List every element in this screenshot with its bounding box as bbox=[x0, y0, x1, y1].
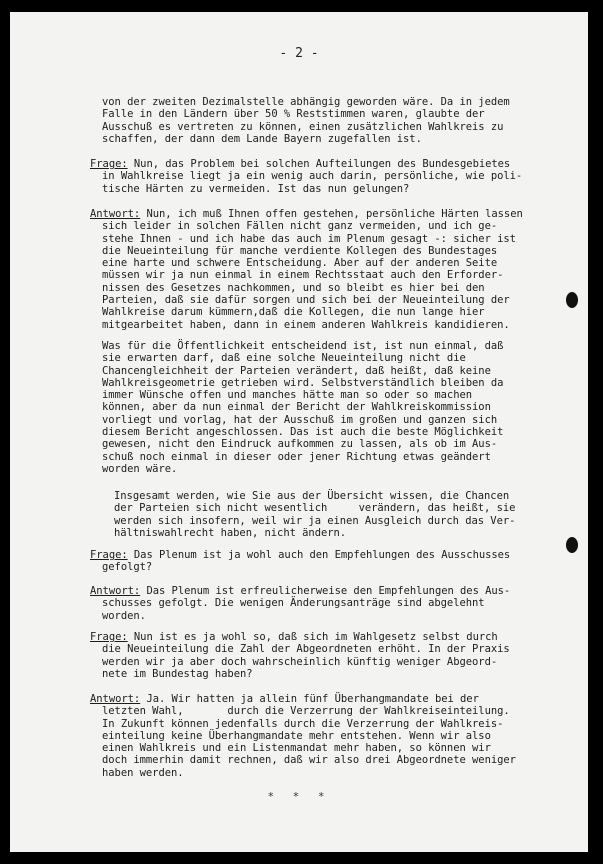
text-line bbox=[102, 96, 577, 108]
line-text: stehe Ihnen - und ich habe das auch im Plenum gesagt -: sicher ist bbox=[102, 232, 516, 245]
text-line bbox=[102, 401, 577, 413]
paragraph-block bbox=[102, 340, 577, 475]
line-text: müssen wir ja nun einmal in einem Rechtsstaat auch den Erforder- bbox=[102, 269, 504, 282]
text-line bbox=[102, 340, 577, 352]
text-line bbox=[102, 730, 577, 742]
speaker-label: Frage: bbox=[90, 158, 128, 170]
answer-block bbox=[90, 585, 577, 622]
line-text: die Neueinteilung die Zahl der Abgeordneten erhöht. In der Praxis bbox=[102, 643, 510, 656]
line-text: nissen des Gesetzes nachkommen, und so bleibt es hier bei den bbox=[102, 281, 485, 294]
text-line bbox=[102, 438, 577, 450]
document-page bbox=[10, 12, 588, 852]
line-text: nete im Bundestag haben? bbox=[102, 667, 253, 680]
speaker-label: Frage: bbox=[90, 631, 128, 643]
line-text: doch immerhin damit rechnen, daß wir also drei Abgeordnete weniger bbox=[102, 754, 516, 767]
paragraph-block bbox=[114, 490, 588, 539]
line-text: Was für die Öffentlichkeit entscheidend ist, ist nun einmal, daß bbox=[102, 340, 504, 352]
line-text: Nun ist es ja wohl so, daß sich im Wahlgesetz selbst durch bbox=[127, 631, 498, 643]
line-text: mitgearbeitet haben, dann in einem anderen Wahlkreis kandidieren. bbox=[102, 318, 510, 331]
text-line bbox=[114, 527, 588, 539]
line-text: immer Wünsche offen und manches hätte man so oder so machen bbox=[102, 389, 473, 402]
text-line bbox=[102, 170, 577, 182]
line-text: schaffen, der dann dem Lande Bayern zugefallen ist. bbox=[102, 132, 422, 145]
text-line bbox=[114, 502, 588, 514]
text-line bbox=[114, 490, 588, 502]
line-text: sie erwarten darf, daß eine solche Neueinteilung nicht die bbox=[102, 352, 466, 365]
text-line bbox=[102, 294, 577, 306]
text-line bbox=[102, 426, 577, 438]
line-text: Nun, ich muß Ihnen offen gestehen, persönliche Härten lassen bbox=[140, 208, 523, 220]
text-line bbox=[90, 693, 577, 705]
line-text: hältniswahlrecht haben, nicht ändern. bbox=[114, 526, 347, 539]
line-text: einteilung keine Überhangmandate mehr entstehen. Wenn wir also bbox=[102, 729, 491, 742]
text-line bbox=[90, 631, 577, 643]
line-text: können, aber da nun einmal der Bericht der Wahlkreiskommission bbox=[102, 401, 491, 414]
text-line bbox=[102, 269, 577, 281]
line-text: Insgesamt werden, wie Sie aus der Übersicht wissen, die Chancen bbox=[114, 490, 510, 502]
question-block bbox=[90, 158, 577, 195]
text-line bbox=[90, 208, 577, 220]
text-line bbox=[102, 705, 577, 717]
line-text: Das Plenum ist erfreulicherweise den Empfehlungen des Aus- bbox=[140, 585, 511, 597]
text-line bbox=[102, 121, 577, 133]
line-text: gefolgt? bbox=[102, 561, 153, 574]
text-line bbox=[102, 282, 577, 294]
text-line bbox=[102, 451, 577, 463]
text-line bbox=[102, 183, 577, 195]
text-line bbox=[102, 389, 577, 401]
text-line bbox=[102, 754, 577, 766]
line-text: Das Plenum ist ja wohl auch den Empfehlungen des Ausschusses bbox=[127, 549, 511, 561]
text-line bbox=[102, 767, 577, 779]
line-text: haben werden. bbox=[102, 766, 184, 779]
text-line bbox=[102, 610, 577, 622]
text-line bbox=[102, 365, 577, 377]
text-line bbox=[102, 220, 577, 232]
text-line bbox=[90, 158, 577, 170]
text-line bbox=[114, 515, 588, 527]
question-block bbox=[90, 631, 577, 680]
ink-blot bbox=[566, 537, 578, 553]
text-line bbox=[90, 549, 577, 561]
text-line bbox=[102, 742, 577, 754]
speaker-label: Antwort: bbox=[90, 585, 141, 597]
text-line bbox=[102, 245, 577, 257]
line-text: gewesen, nicht den Eindruck aufkommen zu lassen, als ob im Aus- bbox=[102, 438, 498, 451]
answer-block bbox=[90, 693, 577, 779]
line-text: Ausschuß es vertreten zu können, einen zusätzlichen Wahlkreis zu bbox=[102, 120, 504, 133]
ink-blot bbox=[566, 292, 578, 308]
line-text: vorliegt und vorlag, hat der Ausschuß im großen und ganzen sich bbox=[102, 413, 498, 426]
answer-block bbox=[90, 208, 577, 331]
speaker-label: Antwort: bbox=[90, 208, 141, 220]
line-text: schuß noch einmal in dieser oder jener Richtung etwas geändert bbox=[102, 450, 491, 463]
line-text: eine harte und schwere Entscheidung. Aber auf der anderen Seite bbox=[102, 257, 498, 270]
text-line bbox=[102, 257, 577, 269]
paragraph-block bbox=[102, 96, 577, 145]
text-line bbox=[102, 668, 577, 680]
text-line bbox=[90, 585, 577, 597]
text-line bbox=[102, 306, 577, 318]
line-text: tische Härten zu vermeiden. Ist das nun gelungen? bbox=[102, 182, 410, 195]
line-text: worden. bbox=[102, 609, 146, 622]
line-text: werden sich insofern, weil wir ja einen Ausgleich durch das Ver- bbox=[114, 514, 516, 527]
text-line bbox=[102, 352, 577, 364]
text-line bbox=[102, 561, 577, 573]
text-line bbox=[102, 643, 577, 655]
line-text: Chancengleichheit der Parteien verändert, daß heißt, daß keine bbox=[102, 364, 491, 377]
line-text: werden wir ja aber doch wahrscheinlich künftig weniger Abgeord- bbox=[102, 655, 498, 668]
text-line bbox=[102, 656, 577, 668]
line-text: letzten Wahl, durch die Verzerrung der Wahlkreiseinteilung. bbox=[102, 705, 510, 718]
text-line bbox=[102, 377, 577, 389]
speaker-label: Antwort: bbox=[90, 693, 141, 705]
line-text: Parteien, daß sie dafür sorgen und sich bei der Neueinteilung der bbox=[102, 294, 510, 307]
line-text: Wahlkreisgeometrie getrieben wird. Selbstverständlich bleiben da bbox=[102, 376, 504, 389]
text-line bbox=[102, 463, 577, 475]
text-line bbox=[102, 597, 577, 609]
line-text: von der zweiten Dezimalstelle abhängig geworden wäre. Da in jedem bbox=[102, 96, 510, 108]
line-text: Wahlkreise darum kümmern,daß die Kollegen, die nun lange hier bbox=[102, 306, 485, 319]
line-text: diesem Bericht angeschlossen. Das ist auch die beste Möglichkeit bbox=[102, 426, 504, 439]
page-number: - 2 - bbox=[279, 46, 319, 61]
line-text: schusses gefolgt. Die wenigen Änderungsanträge sind abgelehnt bbox=[102, 597, 485, 610]
line-text: Nun, das Problem bei solchen Aufteilungen des Bundesgebietes bbox=[127, 158, 511, 170]
line-text: Ja. Wir hatten ja allein fünf Überhangmandate bei der bbox=[140, 693, 479, 705]
line-text: sich leider in solchen Fällen nicht ganz vermeiden, und ich ge- bbox=[102, 220, 498, 233]
text-line bbox=[102, 233, 577, 245]
speaker-label: Frage: bbox=[90, 549, 128, 561]
text-line bbox=[102, 319, 577, 331]
text-line bbox=[102, 133, 577, 145]
line-text: der Parteien sich nicht wesentlich verändern, das heißt, sie bbox=[114, 502, 516, 515]
line-text: einen Wahlkreis und ein Listenmandat mehr haben, so können wir bbox=[102, 742, 491, 755]
text-line bbox=[102, 108, 577, 120]
line-text: die Neueinteilung für manche verdiente Kollegen des Bundestages bbox=[102, 244, 498, 257]
line-text: in Wahlkreise liegt ja ein wenig auch darin, persönliche, wie poli- bbox=[102, 170, 523, 183]
text-line bbox=[102, 414, 577, 426]
question-block bbox=[90, 549, 577, 574]
text-line bbox=[102, 718, 577, 730]
line-text: Falle in den Ländern über 50 % Reststimmen waren, glaubte der bbox=[102, 108, 485, 121]
closing-mark: * * * bbox=[267, 790, 331, 803]
line-text: In Zukunft können jedenfalls durch die Verzerrung der Wahlkreis- bbox=[102, 717, 504, 730]
line-text: worden wäre. bbox=[102, 462, 178, 475]
